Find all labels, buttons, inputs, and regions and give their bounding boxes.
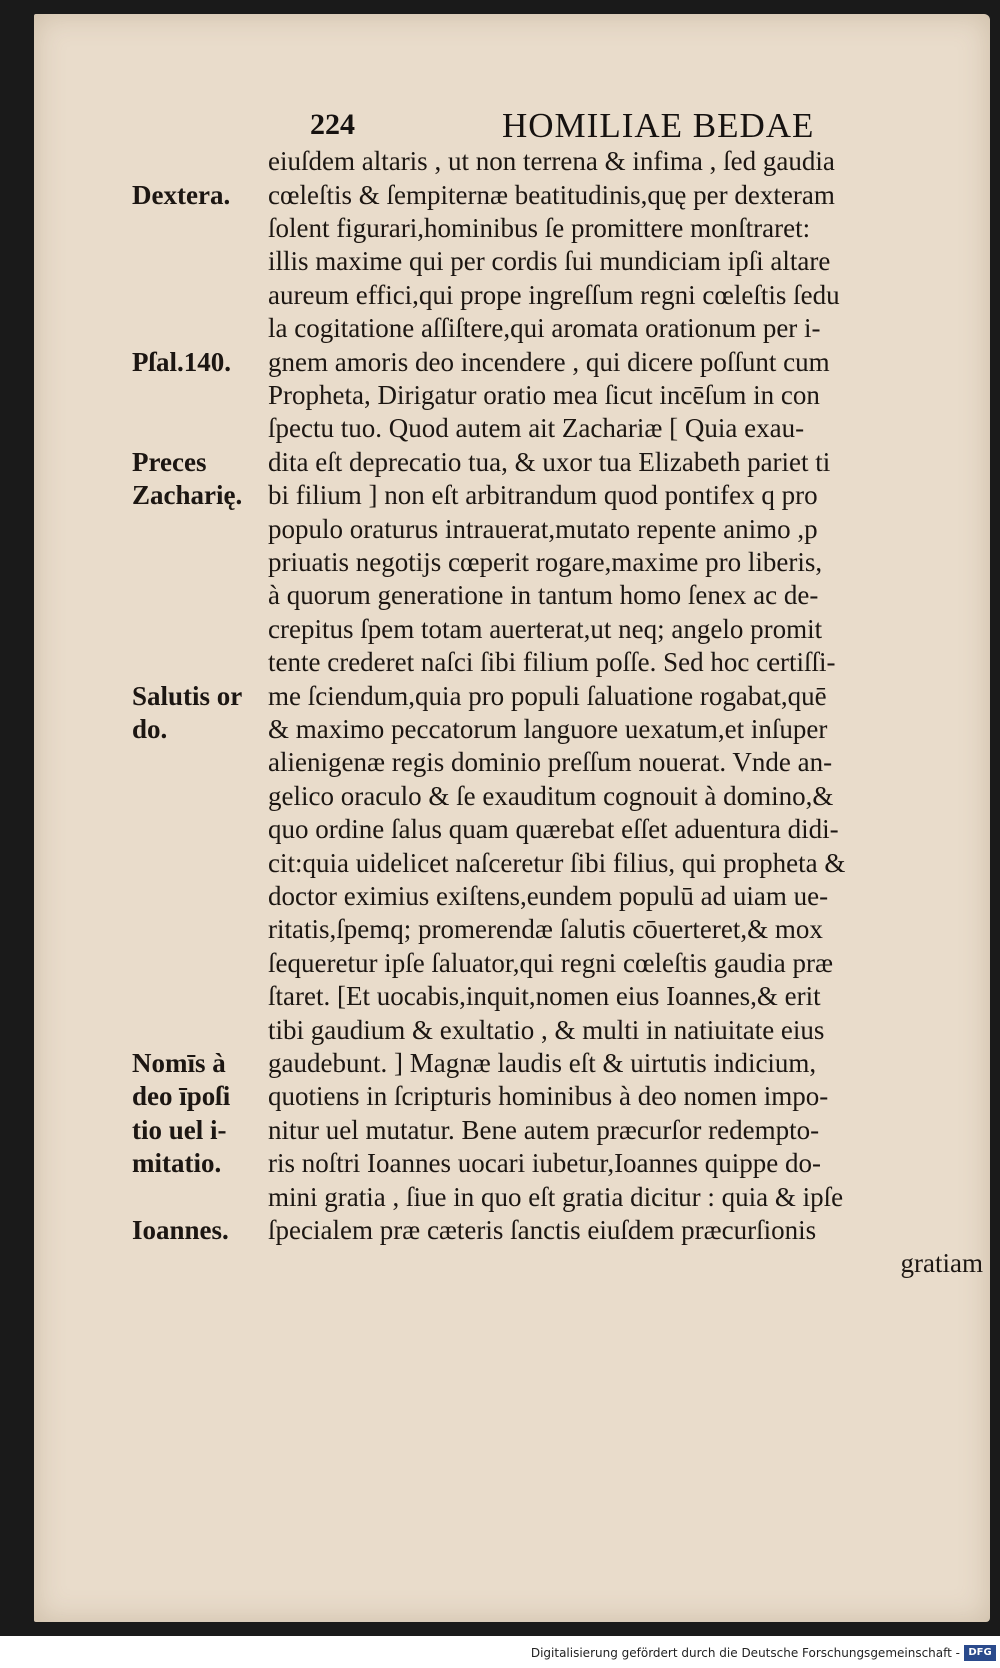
line-text: gaudebunt. ] Magnæ laudis eſt & uirtutis indicium,	[268, 1048, 817, 1078]
margin-note: Dextera.	[132, 180, 231, 210]
line-text: tente crederet naſci ſibi filium poſſe. Sed hoc certiſſi-	[268, 647, 836, 677]
text-line	[34, 445, 990, 480]
margin-note: deo īpoſi	[132, 1081, 231, 1111]
margin-note: Zacharię.	[132, 480, 243, 510]
book-page	[34, 14, 990, 1622]
text-line	[34, 345, 990, 380]
text-line	[34, 1079, 990, 1114]
digitization-footer	[0, 1640, 1000, 1668]
text-line	[34, 712, 990, 747]
text-line	[34, 912, 990, 947]
line-text: populo oraturus intrauerat,mutato repente animo ,p	[268, 514, 818, 544]
text-line	[34, 178, 990, 213]
line-text: alienigenæ regis dominio preſſum nouerat. Vnde an-	[268, 747, 833, 777]
text-line	[34, 144, 990, 179]
line-text: quo ordine ſalus quam quærebat eſſet aduentura didi-	[268, 814, 839, 844]
margin-note: mitatio.	[132, 1148, 222, 1178]
line-text: la cogitatione aſſiſtere,qui aromata orationum per i-	[268, 313, 821, 343]
text-line	[34, 378, 990, 413]
text-line	[34, 244, 990, 279]
text-line	[34, 1013, 990, 1048]
text-line	[34, 812, 990, 847]
margin-note: Nomīs à	[132, 1048, 226, 1078]
funding-credit: Digitalisierung gefördert durch die Deutsche Forschungsgemeinschaft -	[530, 1646, 960, 1660]
margin-note: do.	[132, 714, 168, 744]
line-text: eiuſdem altaris , ut non terrena & infima , ſed gaudia	[268, 146, 835, 176]
line-text: ſolent figurari,hominibus ſe promittere monſtraret:	[268, 213, 811, 243]
line-text: nitur uel mutatur. Bene autem præcurſor redempto-	[268, 1115, 820, 1145]
page-number: 224	[310, 108, 355, 141]
running-head: HOMILIAE BEDAE	[502, 106, 815, 145]
line-text: me ſciendum,quia pro populi ſaluatione rogabat,quē	[268, 681, 827, 711]
text-line	[34, 745, 990, 780]
line-text: ſtaret. [Et uocabis,inquit,nomen eius Ioannes,& erit	[268, 981, 821, 1011]
line-text: Propheta, Dirigatur oratio mea ſicut incēſum in con	[268, 380, 820, 410]
margin-note: Salutis or	[132, 681, 243, 711]
line-text: & maximo peccatorum languore uexatum,et inſuper	[268, 714, 828, 744]
text-line	[34, 278, 990, 313]
text-line	[34, 1180, 990, 1215]
line-text: ſpectu tuo. Quod autem ait Zachariæ [ Quia exau-	[268, 413, 805, 443]
text-line	[34, 411, 990, 446]
line-text: crepitus ſpem totam auerterat,ut neq; angelo promit	[268, 614, 823, 644]
text-line	[34, 211, 990, 246]
text-line	[34, 679, 990, 714]
text-line	[34, 1213, 990, 1248]
text-line	[34, 311, 990, 346]
line-text: gnem amoris deo incendere , qui dicere poſſunt cum	[268, 347, 830, 377]
text-line	[34, 846, 990, 881]
text-line	[34, 1113, 990, 1148]
text-line	[34, 545, 990, 580]
text-line	[34, 478, 990, 513]
text-line	[34, 612, 990, 647]
text-line	[34, 1146, 990, 1181]
text-line	[34, 779, 990, 814]
line-text: dita eſt deprecatio tua, & uxor tua Elizabeth pariet ti	[268, 447, 831, 477]
line-text: priuatis negotijs cœperit rogare,maxime pro liberis,	[268, 547, 823, 577]
margin-note: tio uel i-	[132, 1115, 227, 1145]
margin-note: Ioannes.	[132, 1215, 229, 1245]
line-text: à quorum generatione in tantum homo ſenex ac de-	[268, 580, 819, 610]
line-text: illis maxime qui per cordis ſui mundiciam ipſi altare	[268, 246, 831, 276]
text-line	[34, 645, 990, 680]
text-line	[34, 1046, 990, 1081]
line-text: ſequeretur ipſe ſaluator,qui regni cœleſtis gaudia præ	[268, 948, 833, 978]
text-line	[34, 979, 990, 1014]
line-text: ris noſtri Ioannes uocari iubetur,Ioannes quippe do-	[268, 1148, 822, 1178]
margin-note: Preces	[132, 447, 207, 477]
dfg-logo: DFG	[964, 1645, 996, 1661]
text-line	[34, 879, 990, 914]
line-text: doctor eximius exiſtens,eundem populū ad uiam ue-	[268, 881, 829, 911]
line-text: quotiens in ſcripturis hominibus à deo nomen impo-	[268, 1081, 829, 1111]
line-text: cœleſtis & ſempiternæ beatitudinis,quę per dexteram	[268, 180, 835, 210]
text-line	[34, 1246, 990, 1281]
line-text: ſpecialem præ cæteris ſanctis eiuſdem præcurſionis	[268, 1215, 817, 1245]
line-text: mini gratia , ſiue in quo eſt gratia dicitur : quia & ipſe	[268, 1182, 844, 1212]
text-line	[34, 946, 990, 981]
line-text: gelico oraculo & ſe exauditum cognouit à domino,&	[268, 781, 834, 811]
line-text: bi filium ] non eſt arbitrandum quod pontifex q pro	[268, 480, 818, 510]
text-line	[34, 578, 990, 613]
line-text: aureum effici,qui prope ingreſſum regni cœleſtis ſedu	[268, 280, 840, 310]
line-text: cit:quia uidelicet naſceretur ſibi filius, qui propheta &	[268, 848, 846, 878]
margin-note: Pſal.140.	[132, 347, 231, 377]
line-text: tibi gaudium & exultatio , & multi in natiuitate eius	[268, 1015, 825, 1045]
catchword: gratiam	[900, 1248, 983, 1278]
line-text: ritatis,ſpemq; promerendæ ſalutis cōuerteret,& mox	[268, 914, 823, 944]
text-line	[34, 512, 990, 547]
